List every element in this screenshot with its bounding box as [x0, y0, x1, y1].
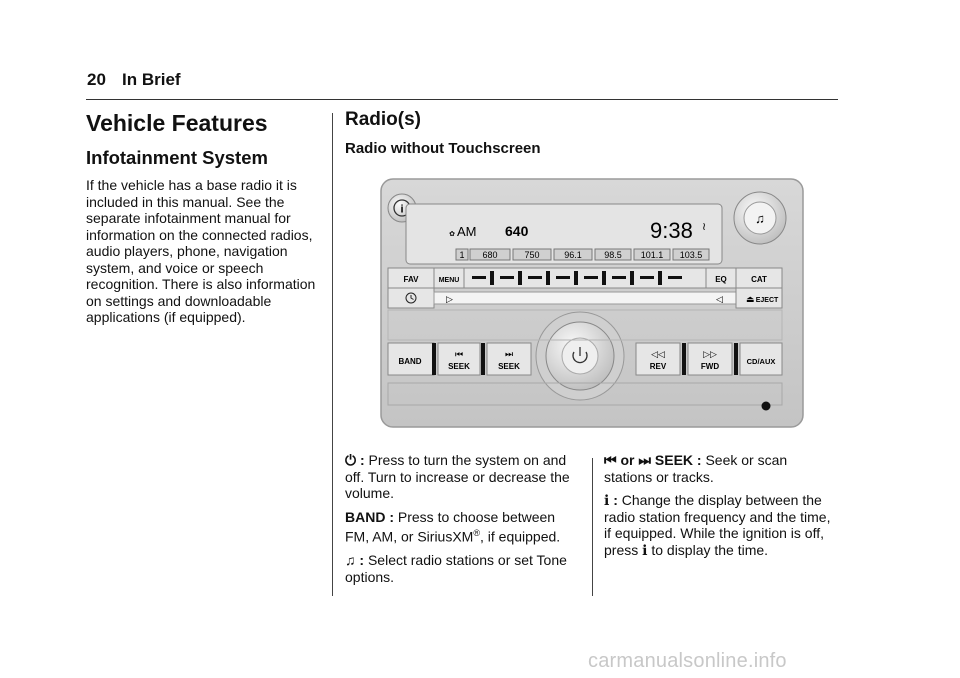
fav-button: FAV — [403, 275, 419, 284]
page-number: 20 — [87, 70, 106, 89]
radio-illustration — [380, 178, 804, 428]
power-description — [345, 452, 583, 502]
eject-icon: ⏏ — [746, 294, 755, 304]
info-icon: ℹ : — [604, 492, 618, 508]
subsection-heading: Infotainment System — [86, 147, 268, 168]
preset-5: 98.5 — [604, 250, 622, 260]
seek-fwd-inline-icon: ⏭ — [638, 452, 651, 468]
power-text: Press to turn the system on and off. Turn to increase or decrease the volume. — [345, 452, 570, 501]
fwd-icon: ▷▷ — [703, 349, 717, 359]
page-section-title: In Brief — [122, 70, 181, 89]
info-tail: to display the time. — [651, 541, 769, 558]
column-divider-2 — [592, 458, 593, 596]
rev-button: REV — [649, 362, 667, 371]
seek-description — [604, 452, 836, 485]
power-volume-knob-icon — [536, 312, 624, 400]
info-inline-icon: ℹ — [642, 541, 648, 558]
band-text: Press to choose between FM, AM, or SiriusXM — [345, 508, 556, 545]
band-button: BAND — [398, 357, 422, 366]
column-divider-1 — [332, 113, 333, 596]
seek-back-icon: ⏮ — [454, 349, 464, 359]
seek-back-button: SEEK — [448, 362, 470, 371]
eq-button: EQ — [715, 275, 727, 284]
menu-button: MENU — [438, 277, 460, 284]
display-frequency: 640 — [505, 223, 529, 239]
section-heading: Vehicle Features — [86, 110, 268, 136]
tone-description — [345, 552, 583, 585]
preset-4: 96.1 — [564, 250, 582, 260]
info-description — [604, 492, 836, 558]
info-text: Change the display between the radio station frequency and the time, if equipped. While the ignition is off, press — [604, 492, 831, 558]
desc-column-b — [604, 452, 836, 558]
rev-icon: ◁◁ — [651, 349, 665, 359]
watermark: carmanualsonline.info — [588, 650, 787, 672]
tone-knob-icon — [734, 192, 786, 244]
preset-3: 750 — [524, 250, 540, 260]
fwd-button: FWD — [700, 362, 720, 371]
seek-label: SEEK : — [654, 452, 702, 468]
seek-back-inline-icon: ⏮ — [604, 452, 617, 468]
display-clock: 9:38 — [650, 218, 693, 243]
power-icon: ⏻ : — [345, 452, 365, 468]
cat-button: CAT — [751, 275, 767, 284]
band-tail: , if equipped. — [480, 528, 561, 545]
preset-2: 680 — [482, 250, 498, 260]
cdaux-button: CD/AUX — [746, 357, 776, 366]
tone-text: Select radio stations or set Tone options. — [345, 552, 567, 585]
display-band: AM — [457, 224, 477, 239]
seek-text: Seek or scan stations or tracks. — [604, 452, 788, 485]
radios-heading: Radio(s) — [345, 109, 421, 130]
svg-text:♫: ♫ — [755, 211, 765, 226]
preset-7: 103.5 — [679, 250, 703, 260]
desc-column-a — [345, 452, 583, 585]
preset-6: 101.1 — [640, 250, 664, 260]
seek-fwd-button: SEEK — [498, 362, 520, 371]
slot-left-icon: ▷ — [446, 294, 453, 304]
seek-fwd-icon: ⏭ — [504, 349, 514, 359]
svg-text:i: i — [400, 203, 404, 216]
header-rule — [86, 99, 838, 100]
band-description — [345, 509, 583, 546]
aux-jack-icon — [762, 402, 771, 411]
slot-right-icon: ◁ — [716, 294, 723, 304]
radio-display — [406, 204, 722, 264]
preset-1: 1 — [459, 250, 465, 260]
band-label: BAND : — [345, 508, 394, 525]
svg-text:✿: ✿ — [449, 231, 455, 238]
tone-icon: ♫ : — [345, 552, 365, 569]
radio-subheading: Radio without Touchscreen — [345, 140, 541, 157]
signal-icon: ≀ — [702, 221, 707, 233]
eject-button: EJECT — [755, 297, 779, 304]
infotainment-paragraph: If the vehicle has a base radio it is included in this manual. See the separate infotainment manual for information on the connected radios, audio players, phone, navigation system, and voice or speech recognition. There is also information on settings and downloadable applications (if equipped). — [86, 177, 316, 325]
seek-or: or — [620, 452, 635, 468]
top-button-row — [388, 268, 782, 288]
registered-mark: ® — [473, 528, 480, 538]
